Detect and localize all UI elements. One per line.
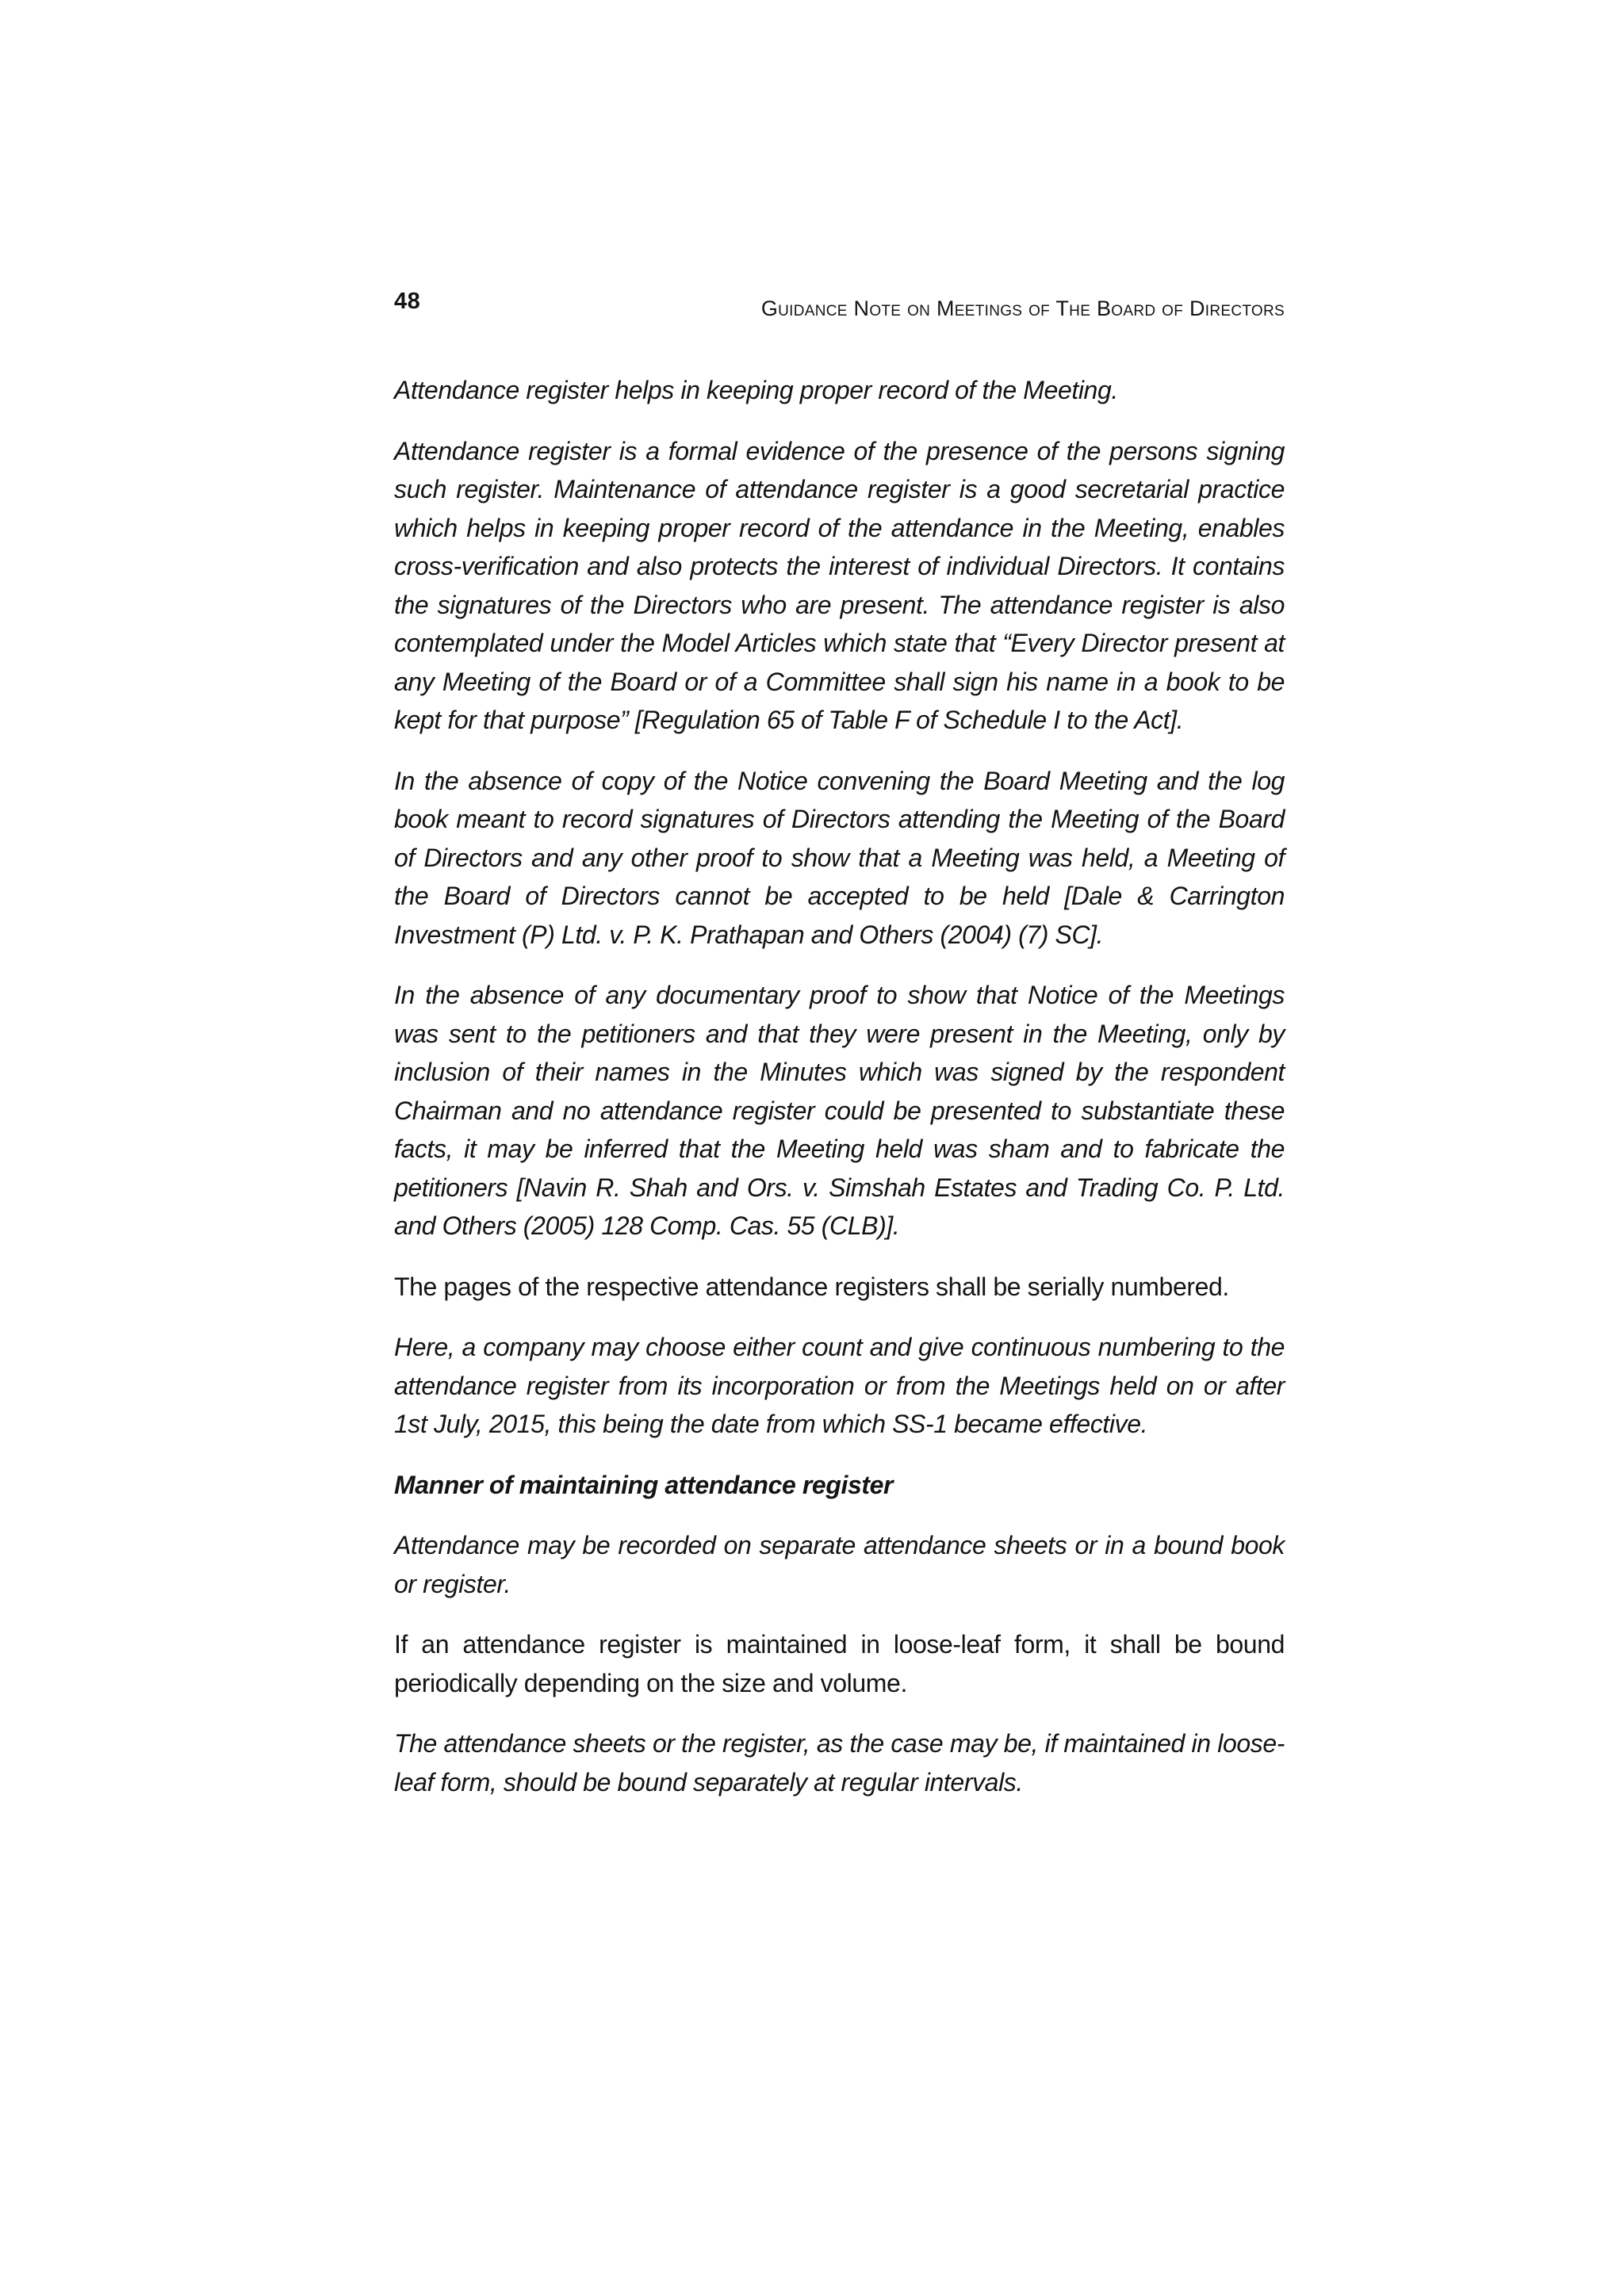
paragraph: The pages of the respective attendance registers shall be serially numbered. — [394, 1272, 1229, 1301]
paragraph: In the absence of any documentary proof to show that Notice of the Meetings was sent to the petitioners and that they were present in the Meeting, only by inclusion of their names in the Minutes which was signed by the respondent Chairman and no attendance register could be presented to substantiate these facts, it may be inferred that the Meeting held was sham and to fabricate the petitioners [Navin R. Shah and Ors. v. Simshah Estates and Trading Co. P. Ltd. and Others (2005) 128 Comp. Cas. 55 (CLB)]. — [394, 981, 1285, 1240]
paragraph: If an attendance register is maintained in loose-leaf form, it shall be bound periodically depending on the size and volume. — [394, 1630, 1285, 1697]
body-text — [394, 371, 1285, 1823]
paragraph: Here, a company may choose either count and give continuous numbering to the attendance register from its incorporation or from the Meetings held on or after 1st July, 2015, this being the date from which SS-1 became effective. — [394, 1333, 1285, 1438]
paragraph: Attendance may be recorded on separate attendance sheets or in a bound book or register. — [394, 1531, 1285, 1598]
paragraph: Attendance register helps in keeping proper record of the Meeting. — [394, 376, 1118, 404]
section-heading: Manner of maintaining attendance register — [394, 1470, 894, 1499]
page-number: 48 — [394, 289, 421, 314]
paragraph: Attendance register is a formal evidence of the presence of the persons signing such register. Maintenance of attendance register is a good secretarial practice which helps in keeping proper record of the attendance in the Meeting, enables cross-verification and also protects the interest of individual Directors. It contains the signatures of the Directors who are present. The attendance register is also contemplated under the Model Articles which state that “Every Director present at any Meeting of the Board or of a Committee shall sign his name in a book to be kept for that purpose” [Regulation 65 of Table F of Schedule I to the Act]. — [394, 436, 1285, 734]
paragraph: In the absence of copy of the Notice convening the Board Meeting and the log book meant to record signatures of Directors attending the Meeting of the Board of Directors and any other proof to show that a Meeting was held, a Meeting of the Board of Directors cannot be accepted to be held [Dale & Carrington Investment (P) Ltd. v. P. K. Prathapan and Others (2004) (7) SC]. — [394, 766, 1285, 949]
paragraph: The attendance sheets or the register, as the case may be, if maintained in loose-leaf form, should be bound separately at regular intervals. — [394, 1729, 1285, 1797]
running-header: Guidance Note on Meetings of The Board of Directors — [760, 297, 1285, 320]
